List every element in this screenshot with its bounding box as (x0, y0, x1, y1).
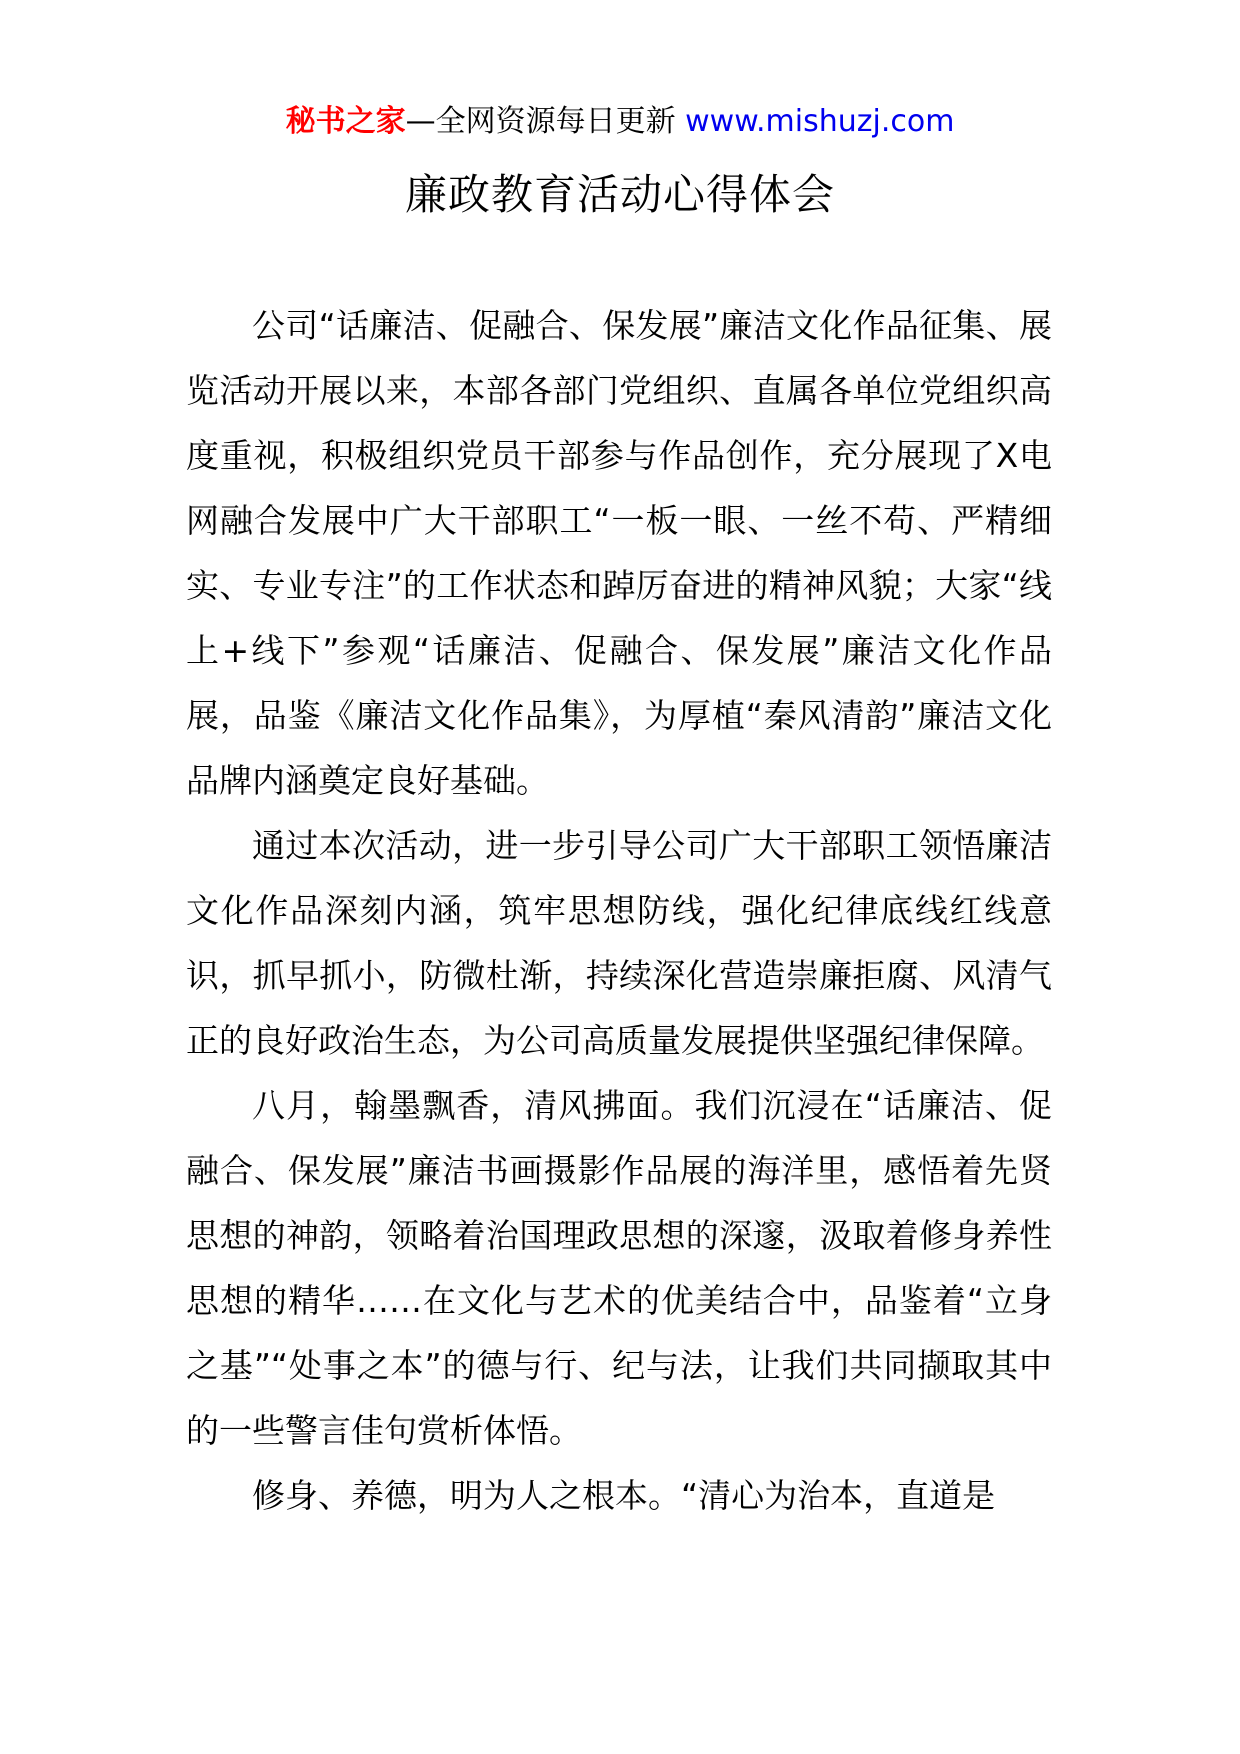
paragraph: 通过本次活动，进一步引导公司广大干部职工领悟廉洁文化作品深刻内涵，筑牢思想防线，强化纪律底线红线意识，抓早抓小，防微杜渐，持续深化营造崇廉拒腐、风清气正的良好政治生态，为公司高质量发展提供坚强纪律保障。 (186, 826, 1052, 1060)
site-url-link[interactable]: www.mishuzj.com (685, 104, 955, 139)
paragraph: 修身、养德，明为人之根本。“清心为治本，直道是 (252, 1476, 996, 1515)
document-body (186, 293, 1052, 1528)
paragraph: 公司“话廉洁、促融合、保发展”廉洁文化作品征集、展览活动开展以来，本部各部门党组织、直属各单位党组织高度重视，积极组织党员干部参与作品创作，充分展现了X电网融合发展中广大干部职工“一板一眼、一丝不苟、严精细实、专业专注”的工作状态和踔厉奋进的精神风貌；大家“线上+线下”参观“话廉洁、促融合、保发展”廉洁文化作品展，品鉴《廉洁文化作品集》，为厚植“秦风清韵”廉洁文化品牌内涵奠定良好基础。 (186, 306, 1052, 800)
document-title: 廉政教育活动心得体会 (404, 170, 835, 219)
site-brand: 秘书之家 (285, 104, 406, 139)
paragraph: 八月，翰墨飘香，清风拂面。我们沉浸在“话廉洁、促融合、保发展”廉洁书画摄影作品展的海洋里，感悟着先贤思想的神韵，领略着治国理政思想的深邃，汲取着修身养性思想的精华……在文化与艺术的优美结合中，品鉴着“立身之基”“处事之本”的德与行、纪与法，让我们共同撷取其中的一些警言佳句赏析体悟。 (186, 1086, 1052, 1450)
site-header (0, 102, 1240, 142)
site-tagline: —全网资源每日更新 (405, 104, 686, 139)
